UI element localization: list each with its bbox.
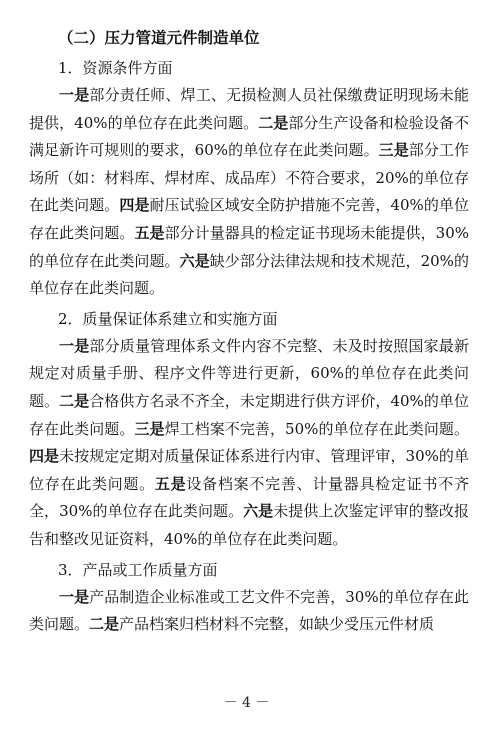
- item-text: 耐压试验区域安全防护措施不完善，40%的单位存在此类问题。: [29, 196, 469, 242]
- item-text: 未按规定定期对质量保证体系进行内审、管理评审，30%的单位存在此类问题。: [29, 447, 469, 493]
- item-lead: 六是: [179, 251, 210, 270]
- document-page: [29, 24, 469, 639]
- item-text: 部分工作场所（如：材料库、焊材库、成品库）不符合要求，20%的单位存在此类问题。: [29, 141, 469, 215]
- item-lead: 一是: [59, 587, 90, 606]
- section-title: （二）压力管道元件制造单位: [58, 29, 260, 47]
- item-text: 部分生产设备和检验设备不满足新许可规则的要求，60%的单位存在此类问题。: [29, 113, 469, 160]
- item-lead: 二是: [258, 113, 289, 132]
- item-lead: 六是: [243, 502, 274, 521]
- item-text: 产品档案归档材料不完整，如缺少受压元件材质: [119, 615, 435, 634]
- paragraph-resources: [29, 82, 469, 303]
- sub-heading-product-quality: 3．产品或工作质量方面: [58, 560, 218, 579]
- item-text: 产品制造企业标准或工艺文件不完善，30%的单位存在此类问题。: [29, 587, 469, 634]
- item-lead: 一是: [59, 336, 90, 355]
- paragraph-quality-system: [29, 333, 469, 554]
- item-lead: 三是: [378, 141, 409, 160]
- item-text: 设备档案不完善、计量器具检定证书不齐全，30%的单位存在此类问题。: [29, 474, 469, 521]
- item-text: 缺少部分法律法规和技术规范，20%的单位存在此类问题。: [29, 251, 469, 298]
- item-text: 合格供方名录不齐全，未定期进行供方评价，40%的单位存在此类问题。: [29, 391, 469, 438]
- page-number: － 4 －: [223, 695, 270, 711]
- item-text: 部分责任师、焊工、无损检测人员社保缴费证明现场未能提供，40%的单位存在此类问题。: [29, 86, 469, 132]
- item-lead: 四是: [29, 447, 60, 466]
- item-lead: 二是: [89, 615, 120, 634]
- paragraph-product-quality: [29, 584, 469, 639]
- item-lead: 三是: [134, 419, 165, 438]
- item-lead: 二是: [59, 391, 90, 410]
- item-lead: 一是: [59, 86, 90, 104]
- item-lead: 五是: [134, 223, 165, 242]
- sub-heading-quality-system: 2．质量保证体系建立和实施方面: [58, 309, 278, 328]
- item-text: 未提供上次鉴定评审的整改报告和整改见证资料，40%的单位存在此类问题。: [29, 502, 469, 548]
- item-lead: 五是: [154, 474, 187, 493]
- item-text: 焊工档案不完善，50%的单位存在此类问题。: [164, 419, 469, 438]
- item-text: 部分质量管理体系文件内容不完整、未及时按照国家最新规定对质量手册、程序文件等进行更新，60%的单位存在此类问题。: [29, 336, 469, 410]
- item-text: 部分计量器具的检定证书现场未能提供，30%的单位存在此类问题。: [29, 223, 469, 270]
- item-lead: 四是: [119, 196, 150, 215]
- sub-heading-resources: 1．资源条件方面: [58, 59, 173, 77]
